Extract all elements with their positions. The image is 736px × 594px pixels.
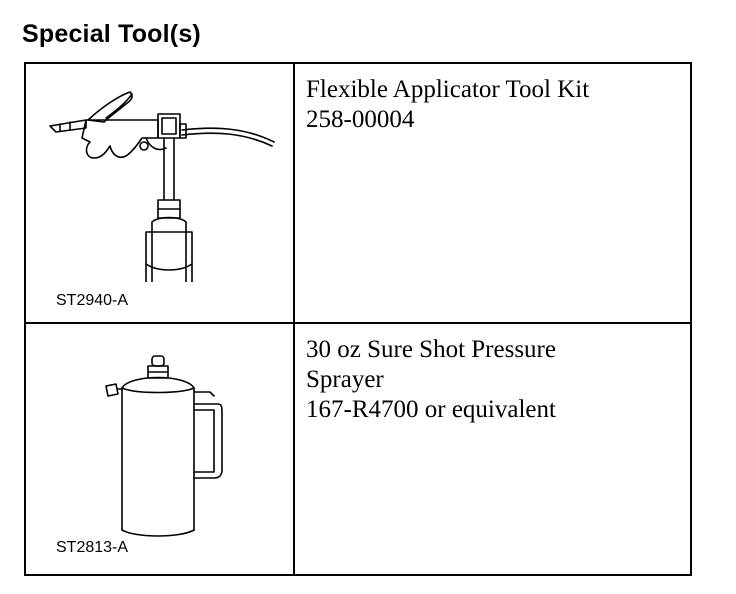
tool-part-number: 167-R4700 or equivalent [306,396,556,423]
special-tools-table [24,62,692,576]
tool-name: Flexible Applicator Tool Kit [306,76,590,103]
spray-applicator-gun-icon [46,82,276,282]
tool-name-line-1: 30 oz Sure Shot Pressure [306,336,556,363]
tool-name-line-2: Sprayer [306,366,384,393]
tool-row [26,64,690,324]
tool-illustration-cell [26,64,295,322]
tool-description-cell [295,324,690,574]
section-title: Special Tool(s) [22,20,201,48]
tool-illustration-cell [26,324,295,574]
tool-part-number: 258-00004 [306,106,415,133]
tool-description-cell [295,64,690,322]
tool-row [26,324,690,574]
pressure-sprayer-can-icon [96,354,226,544]
figure-code: ST2940-A [56,292,129,309]
figure-code: ST2813-A [56,539,129,556]
